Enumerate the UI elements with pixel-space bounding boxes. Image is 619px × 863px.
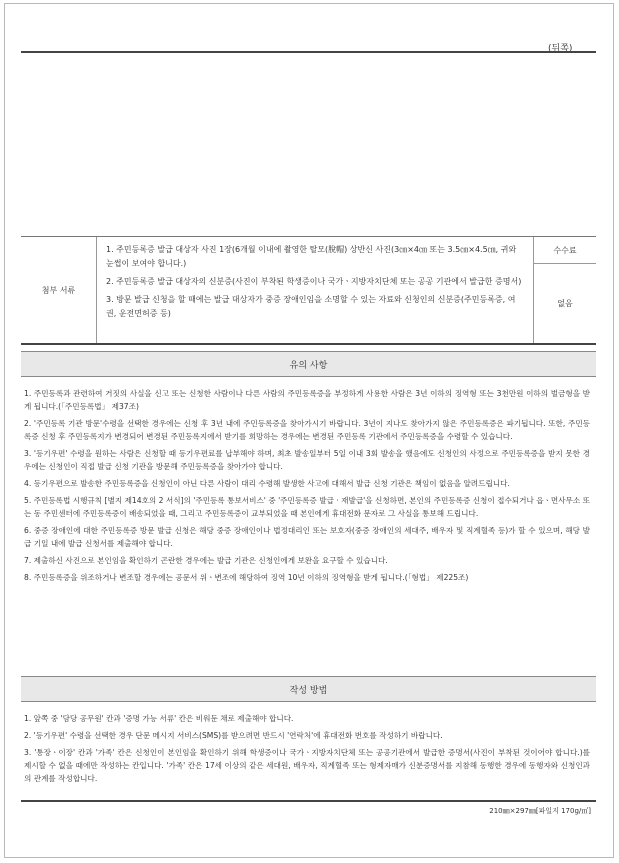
note-text: 4. 등기우편으로 발송한 주민등록증을 신청인이 아닌 다른 사람이 대리 수령해 발생한 사고에 대해서 발급 신청 기관은 책임이 없음을 알려드립니다. bbox=[24, 479, 510, 488]
attachments-label: 첨부 서류 bbox=[21, 237, 97, 343]
attachment-item-text: 2. 주민등록증 발급 대상자의 신분증(사진이 부착된 학생증이나 국가ㆍ지방자치단체 또는 공공 기관에서 발급한 증명서) bbox=[106, 277, 522, 286]
note-text: 7. 제출하신 사진으로 본인임을 확인하기 곤란한 경우에는 발급 기관은 신청인에게 보완을 요구할 수 있습니다. bbox=[24, 556, 388, 565]
top-divider bbox=[21, 51, 596, 53]
note-text: 8. 주민등록증을 위조하거나 변조할 경우에는 공문서 위ㆍ변조에 해당하여 징역 10년 이하의 징역형을 받게 됩니다.(「형법」 제225조) bbox=[24, 573, 469, 582]
note-item bbox=[24, 417, 590, 443]
note-item bbox=[24, 494, 590, 520]
notes-list bbox=[24, 387, 590, 588]
note-item bbox=[24, 524, 590, 550]
note-item bbox=[24, 554, 590, 567]
back-page-label: (뒤쪽) bbox=[548, 44, 573, 54]
method-section-title: 작성 방법 bbox=[21, 676, 596, 702]
note-text: 1. 주민등록과 관련하여 거짓의 사실을 신고 또는 신청한 사람이나 다른 사람의 주민등록증을 부정하게 사용한 사람은 3년 이하의 징역형 또는 3천만원 이하의 벌금형을 받게 됩니다.(「주민등록법」 제37조) bbox=[24, 389, 590, 411]
note-item bbox=[24, 447, 590, 473]
note-text: 3. '등기우편' 수령을 원하는 사람은 신청할 때 등기우편료를 납부해야 하며, 최초 발송일부터 5일 이내 3회 발송을 했음에도 신청인의 사정으로 주민등록증을 받지 못한 경우에는 신청인이 직접 발급 신청 기관을 방문해 주민등록증을 찾아가야 합니다. bbox=[24, 449, 590, 471]
fee-label: 수수료 bbox=[534, 237, 596, 264]
method-item bbox=[24, 746, 590, 785]
note-item bbox=[24, 387, 590, 413]
notes-section-title: 유의 사항 bbox=[21, 351, 596, 377]
fee-column bbox=[534, 237, 596, 343]
note-text: 2. '주민등록 기관 방문'수령을 선택한 경우에는 신청 후 3년 내에 주민등록증을 찾아가시기 바랍니다. 3년이 지나도 찾아가지 않은 주민등록증은 파기됩니다. 또한, 주민등록증 신청 후 주민등록지가 변경되어 변경된 주민등록지에서 받기를 희망하는 경우에는 변경된 주민등록 기관에서 주민등록증을 수령할 수 있습니다. bbox=[24, 419, 590, 441]
note-item bbox=[24, 477, 590, 490]
method-list bbox=[24, 712, 590, 789]
fee-value: 없음 bbox=[557, 299, 573, 308]
attachments-table bbox=[21, 236, 596, 345]
note-text: 5. 주민등록법 시행규칙 [별지 제14호의 2 서식]의 '주민등록 통보서비스' 중 '주민등록증 발급 · 재발급'을 신청하면, 본인의 주민등록증 신청이 접수되거나 읍ㆍ면사무소 또는 동 주민센터에 주민등록증이 배송되었을 때, 그리고 주민등록증이 교부되었을 때 본인에게 휴대전화 문자로 그 사실을 통보해 드립니다. bbox=[24, 496, 590, 518]
method-item bbox=[24, 712, 590, 725]
attachment-item-2 bbox=[106, 275, 525, 289]
method-item bbox=[24, 729, 590, 742]
attachments-list bbox=[97, 237, 534, 343]
method-text: 2. '등기우편' 수령을 선택한 경우 단문 메시지 서비스(SMS)를 받으려면 반드시 '연락처'에 휴대전화 번호를 작성하기 바랍니다. bbox=[24, 731, 443, 740]
method-text: 1. 앞쪽 중 '담당 공무원' 칸과 '증명 가능 서류' 칸은 비워둔 채로 제출해야 합니다. bbox=[24, 714, 294, 723]
method-text: 3. '통장ㆍ이장' 칸과 '가족' 칸은 신청인이 본인임을 확인하기 위해 학생증이나 국가ㆍ지방자치단체 또는 공공기관에서 발급한 증명서(사진이 부착된 것이어야 합니다.)를 제시할 수 없을 때에만 작성하는 칸입니다. '가족' 칸은 17세 이상의 같은 세대원, 배우자, 직계혈족 또는 형제자매가 신분증명서를 지참해 동행한 경우에 동행자와 신청인과의 관계를 작성합니다. bbox=[24, 748, 590, 783]
note-text: 6. 중증 장애인에 대한 주민등록증 방문 발급 신청은 해당 중증 장애인이나 법정대리인 또는 보호자(중증 장애인의 세대주, 배우자 및 직계혈족 등)가 할 수 있으며, 해당 발급 기일 내에 발급 신청서를 제출해야 합니다. bbox=[24, 526, 590, 548]
attachment-item-3 bbox=[106, 293, 525, 321]
bottom-divider bbox=[21, 800, 596, 802]
attachment-item-text: 3. 방문 발급 신청을 할 때에는 발급 대상자가 중증 장애인임을 소명할 수 있는 자료와 신청인의 신분증(주민등록증, 여권, 운전면허증 등) bbox=[106, 295, 516, 318]
note-item bbox=[24, 571, 590, 584]
attachment-item-1 bbox=[106, 243, 525, 271]
attachment-item-text: 1. 주민등록증 발급 대상자 사진 1장(6개월 이내에 촬영한 탈모(脫帽) 상반신 사진(3㎝×4㎝ 또는 3.5㎝×4.5㎝, 귀와 눈썹이 보여야 합니다.) bbox=[106, 245, 517, 268]
paper-spec: 210㎜×297㎜[파일지 170g/㎡] bbox=[489, 807, 591, 815]
